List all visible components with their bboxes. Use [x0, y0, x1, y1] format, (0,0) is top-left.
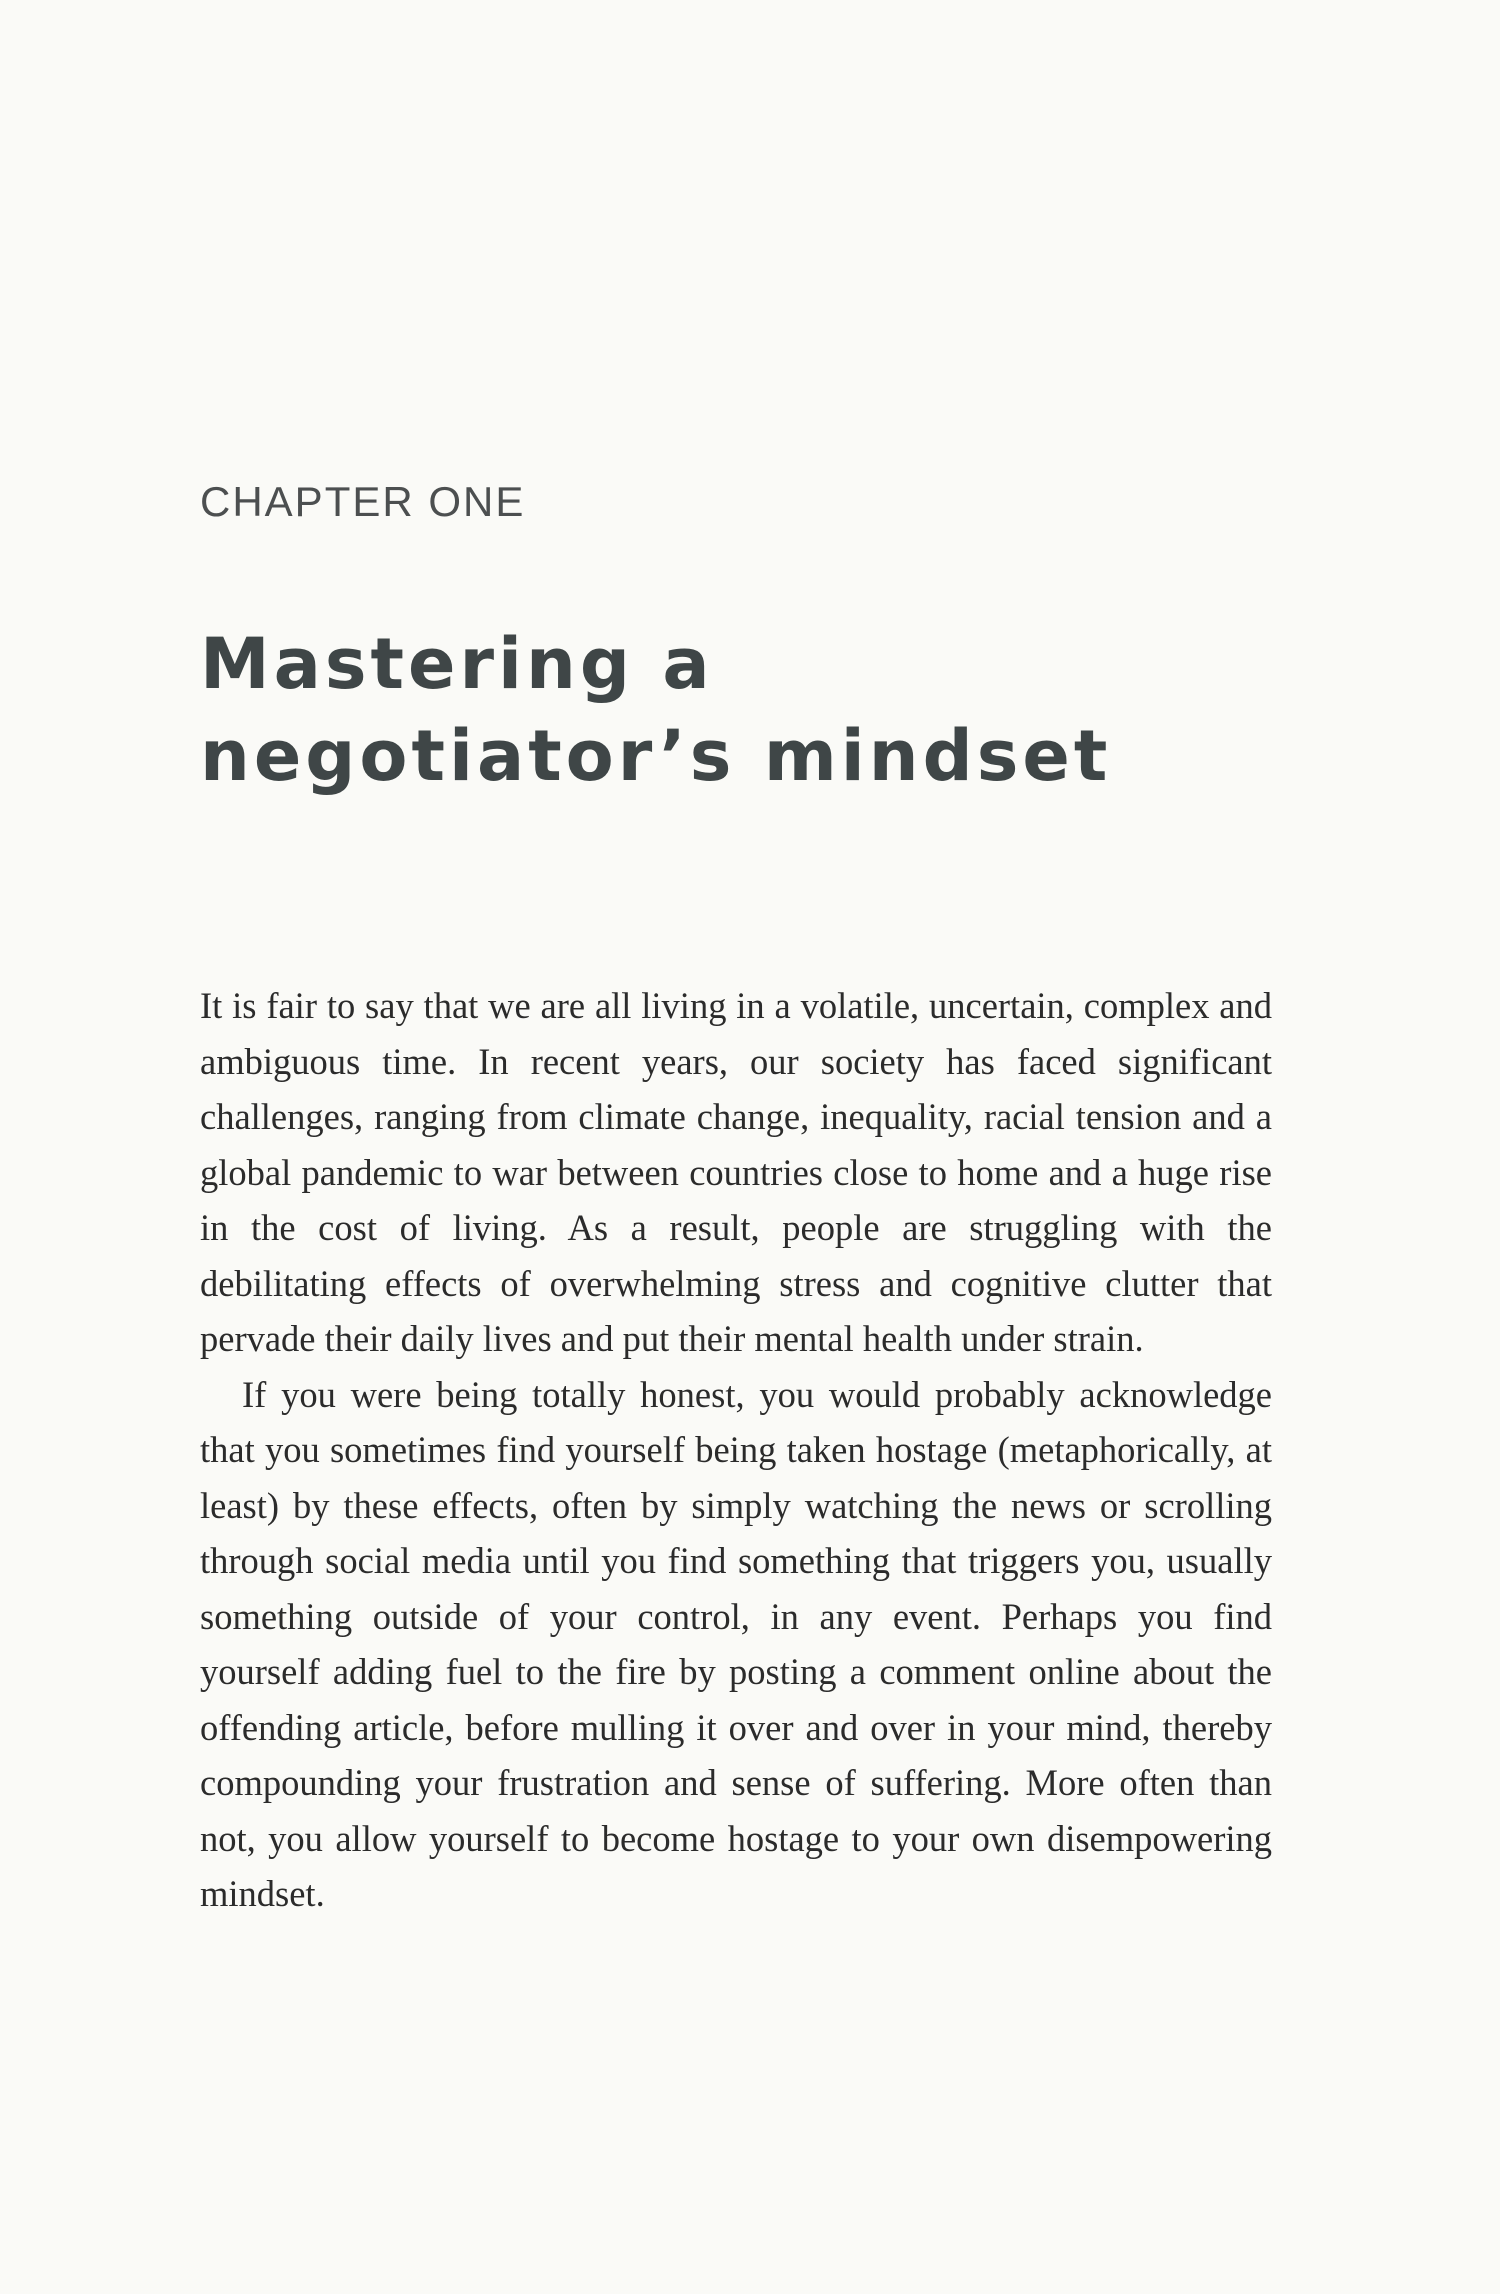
body-text: [200, 978, 1272, 1922]
chapter-title-line-2: negotiator’s mindset: [200, 715, 1112, 797]
paragraph-2: If you were being totally honest, you would probably acknowledge that you sometimes find yourself being taken hostage (metaphorically, at least) by these effects, often by simply watching the news or scrolling through social media until you find something that triggers you, usually something outside of your control, in any event. Perhaps you find yourself adding fuel to the fire by posting a comment online about the offending article, before mulling it over and over in your mind, thereby compounding your frustration and sense of suffering. More often than not, you allow yourself to become hostage to your own disempowering mindset.: [200, 1373, 1272, 1914]
chapter-label: CHAPTER ONE: [200, 478, 526, 525]
chapter-title: [200, 618, 1300, 802]
chapter-title-line-1: Mastering a: [200, 623, 714, 705]
paragraph-1: It is fair to say that we are all living in a volatile, uncertain, complex and ambiguous time. In recent years, our society has faced significant challenges, ranging from climate change, inequality, racial tension and a global pandemic to war between countries close to home and a huge rise in the cost of living. As a result, people are struggling with the debilitating effects of overwhelming stress and cognitive clutter that pervade their daily lives and put their mental health under strain.: [200, 985, 1272, 1359]
